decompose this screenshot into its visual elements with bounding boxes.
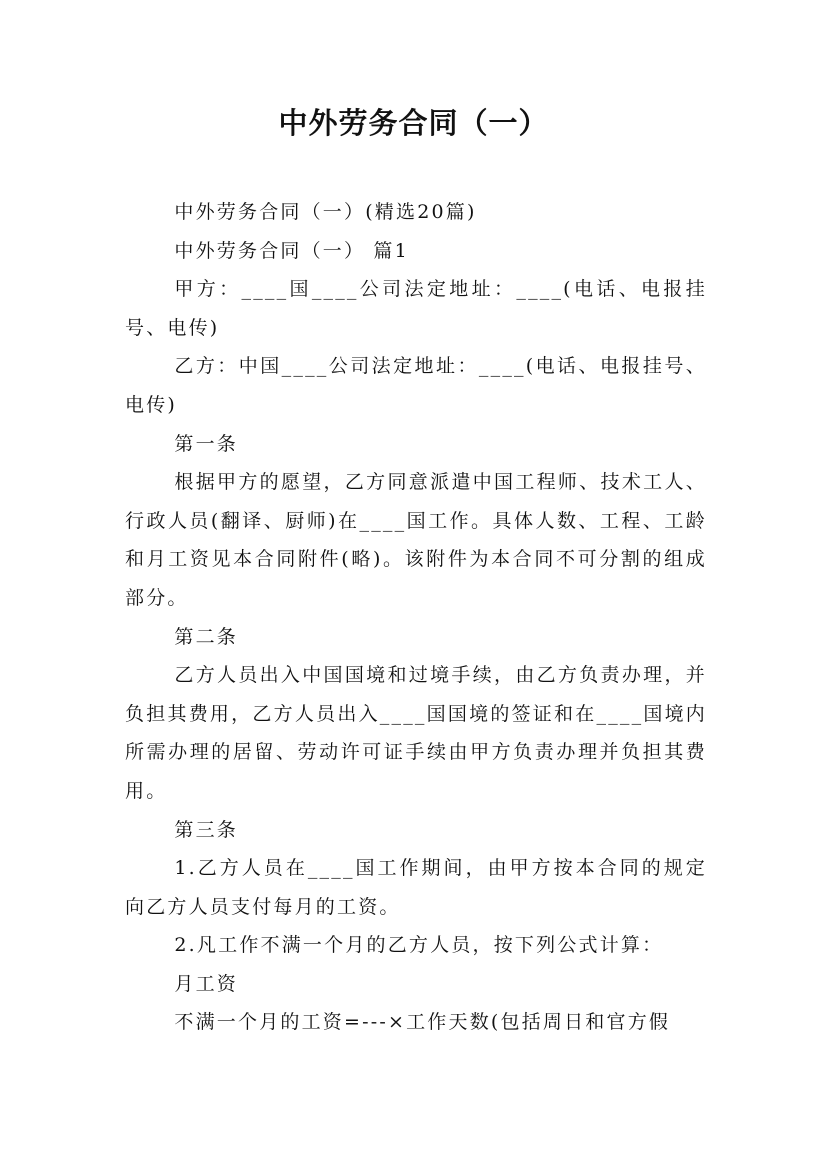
paragraph: 中外劳务合同（一）(精选20篇): [174, 201, 477, 223]
paragraph: 2.凡工作不满一个月的乙方人员，按下列公式计算：: [174, 934, 664, 957]
paragraph: 不满一个月的工资=---×工作天数(包括周日和官方假: [174, 1011, 671, 1034]
paragraph: 月工资: [174, 972, 238, 995]
document-title: 中外劳务合同（一）: [278, 106, 549, 140]
paragraph: 根据甲方的愿望，乙方同意派遣中国工程师、技术工人、行政人员(翻译、厨师)在____国工作。具体人数、工程、工龄和月工资见本合同附件(略)。该附件为本合同不可分割的组成部分。: [125, 471, 707, 609]
section-heading: 第二条: [174, 625, 238, 648]
paragraph: 乙方人员出入中国国境和过境手续，由乙方负责办理，并负担其费用，乙方人员出入____国国境的签证和在____国境内所需办理的居留、劳动许可证手续由甲方负责办理并负担其费用。: [125, 664, 707, 802]
section-heading: 第三条: [174, 818, 238, 841]
document-body: [125, 193, 707, 1042]
paragraph: 1.乙方人员在____国工作期间，由甲方按本合同的规定向乙方人员支付每月的工资。: [125, 857, 707, 918]
paragraph: 乙方：中国____公司法定地址：____(电话、电报挂号、电传): [125, 355, 707, 416]
paragraph: 中外劳务合同（一） 篇1: [174, 239, 409, 262]
section-heading: 第一条: [174, 432, 238, 455]
paragraph: 甲方：____国____公司法定地址：____(电话、电报挂号、电传): [125, 278, 707, 339]
